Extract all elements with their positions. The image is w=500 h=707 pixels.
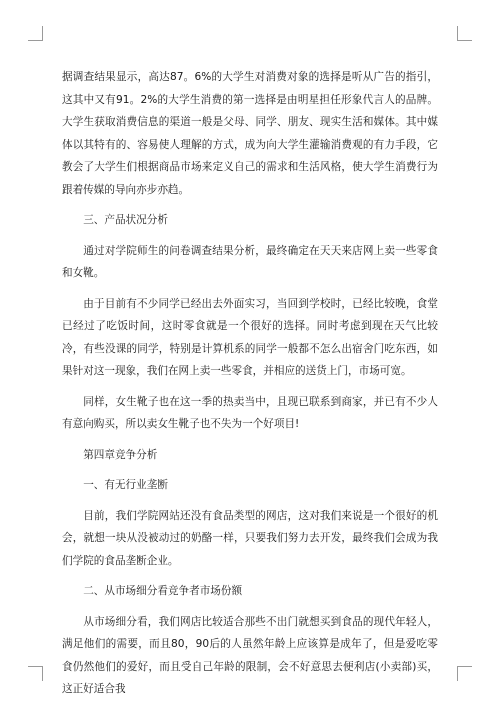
- paragraph-market-share: 从市场细分看，我们网店比较适合那些不出门就想买到食品的现代年轻人，满足他们的需要，而且80，90后的人虽然年龄上应该算是成年了，但是爱吃零食仍然他们的爱好，而且受自己年龄的限制，会不好意思去便利店(小卖部)买，这正好适合我: [62, 615, 438, 695]
- heading-market-share: 二、从市场细分看竞争者市场份额: [83, 585, 243, 597]
- crop-mark-top-left: [28, 26, 43, 41]
- paragraph-snacks-market: 由于目前有不少同学已经出去外面实习，当回到学校时，已经比较晚，食堂已经过了吃饭时间，这时零食就是一个很好的选择。同时考虑到现在天气比较冷，有些没课的同学，特别是计算机系的同学一般都不怎么出宿舍门吃东西，如果针对这一现象，我们在网上卖一些零食，并相应的送货上门，市场可宽。: [62, 297, 438, 377]
- crop-mark-bottom-left: [28, 666, 43, 681]
- heading-monopoly: 一、有无行业垄断: [83, 479, 168, 491]
- document-body: [62, 66, 438, 701]
- chapter-heading-competition: 第四章竞争分析: [83, 448, 158, 461]
- paragraph-monopoly: 目前，我们学院网站还没有食品类型的网店，这对我们来说是一个很好的机会，就想一块从没被动过的奶酪一样，只要我们努力去开发，最终我们会成为我们学院的食品垄断企业。: [62, 509, 438, 567]
- paragraph-boots-market: 同样，女生靴子也在这一季的热卖当中，且现已联系到商家，并已有不少人有意向购买，所以卖女生靴子也不失为一个好项目!: [62, 395, 438, 430]
- paragraph-consumer-info: 据调查结果显示，高达87。6%的大学生对消费对象的选择是听从广告的指引，这其中又有91。2%的大学生消费的第一选择是由明星担任形象代言人的品牌。大学生获取消费信息的渠道一般是父母、同学、朋友、现实生活和媒体。其中媒体以其特有的、容易使人理解的方式，成为向大学生灌输消费观的有力手段，它教会了大学生们根据商品市场来定义自己的需求和生活风格，使大学生消费行为跟着传媒的导向亦步亦趋。: [62, 71, 438, 196]
- crop-mark-bottom-right: [457, 666, 472, 681]
- heading-product-status: 三、产品状况分析: [83, 214, 168, 226]
- paragraph-survey-result: 通过对学院师生的问卷调查结果分析，最终确定在天天来店网上卖一些零食和女靴。: [62, 244, 438, 279]
- crop-mark-top-right: [457, 26, 472, 41]
